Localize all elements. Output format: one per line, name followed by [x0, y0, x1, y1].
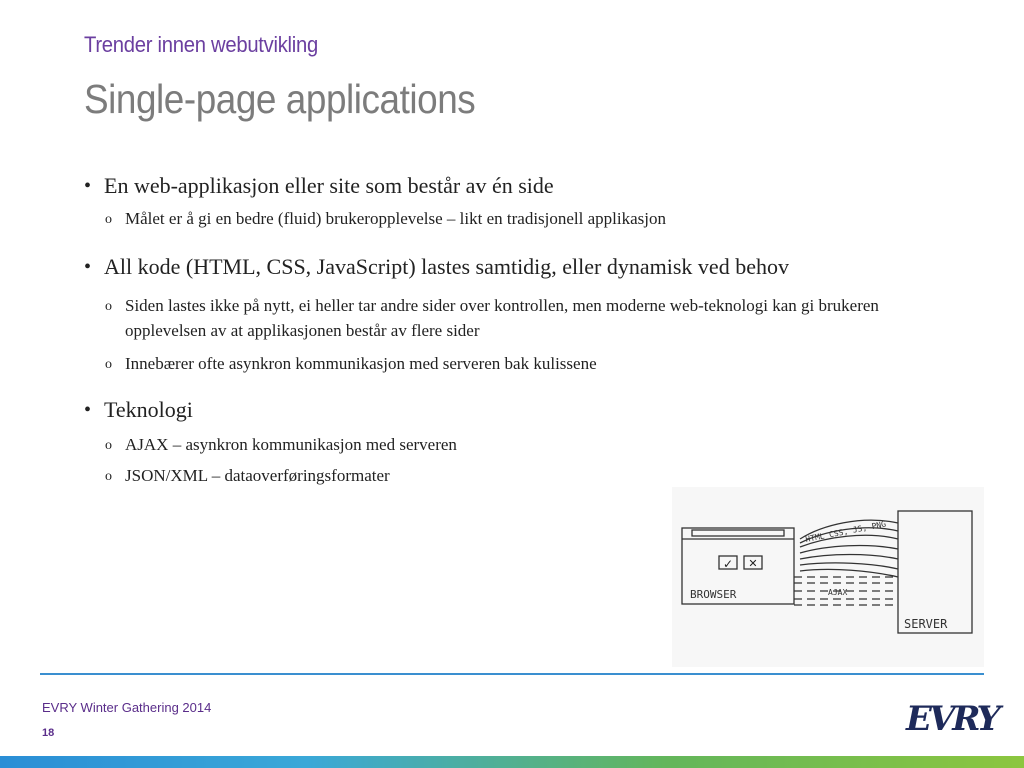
spa-sketch — [672, 487, 984, 667]
sub-bullet-item — [84, 432, 914, 457]
footer-divider — [40, 673, 984, 675]
cross-icon: ✕ — [748, 557, 758, 570]
sub-bullet-marker-icon: o — [105, 212, 112, 227]
sub-bullet-text: JSON/XML – dataoverføringsformater — [125, 466, 390, 485]
server-box-shape — [898, 511, 972, 633]
footer-event: EVRY Winter Gathering 2014 — [42, 700, 212, 715]
sub-bullet-text: AJAX – asynkron kommunikasjon med serveren — [125, 435, 457, 454]
sub-bullet-item — [84, 351, 914, 376]
server-label: SERVER — [904, 617, 948, 631]
sub-bullet-item — [84, 463, 914, 488]
bullet-dot-icon: • — [84, 256, 92, 278]
bullet-text: Teknologi — [104, 397, 193, 422]
sub-bullet-text: Innebærer ofte asynkron kommunikasjon med serveren bak kulissene — [125, 354, 597, 373]
bullet-text: En web-applikasjon eller site som består av én side — [104, 173, 554, 198]
sub-bullet-marker-icon: o — [105, 299, 112, 314]
bullet-item — [84, 396, 914, 424]
sub-bullet-marker-icon: o — [105, 469, 112, 484]
sub-bullet-item — [84, 206, 914, 231]
bullet-list — [84, 172, 914, 488]
sub-bullet-marker-icon: o — [105, 438, 112, 453]
spa-illustration — [672, 487, 984, 667]
bullet-text: All kode (HTML, CSS, JavaScript) lastes samtidig, eller dynamisk ved behov — [104, 254, 789, 279]
bottom-color-bar — [0, 756, 1024, 768]
bullet-item — [84, 253, 914, 281]
sub-bullet-item — [84, 293, 914, 343]
bullet-dot-icon: • — [84, 175, 92, 197]
bottom-arrow-label: AJAX — [828, 588, 848, 597]
evry-logo — [904, 690, 998, 742]
browser-label: BROWSER — [690, 588, 737, 601]
bullet-dot-icon: • — [84, 399, 92, 421]
bullet-item — [84, 172, 914, 200]
sub-bullet-text: Siden lastes ikke på nytt, ei heller tar andre sider over kontrollen, men moderne web-teknologi kan gi brukeren opplevelsen av at applikasjonen består av flere sider — [125, 296, 879, 340]
sub-bullet-marker-icon: o — [105, 357, 112, 372]
logo-text: EVRY — [906, 699, 998, 739]
sub-bullet-text: Målet er å gi en bedre (fluid) brukeropplevelse – likt en tradisjonell applikasjon — [125, 209, 666, 228]
slide-kicker: Trender innen webutvikling — [84, 32, 318, 57]
slide-title: Single-page applications — [84, 76, 476, 122]
check-icon: ✓ — [722, 557, 734, 571]
top-arrow-label: HTML CSS, JS, PNG — [804, 519, 887, 544]
page-number: 18 — [42, 727, 55, 739]
